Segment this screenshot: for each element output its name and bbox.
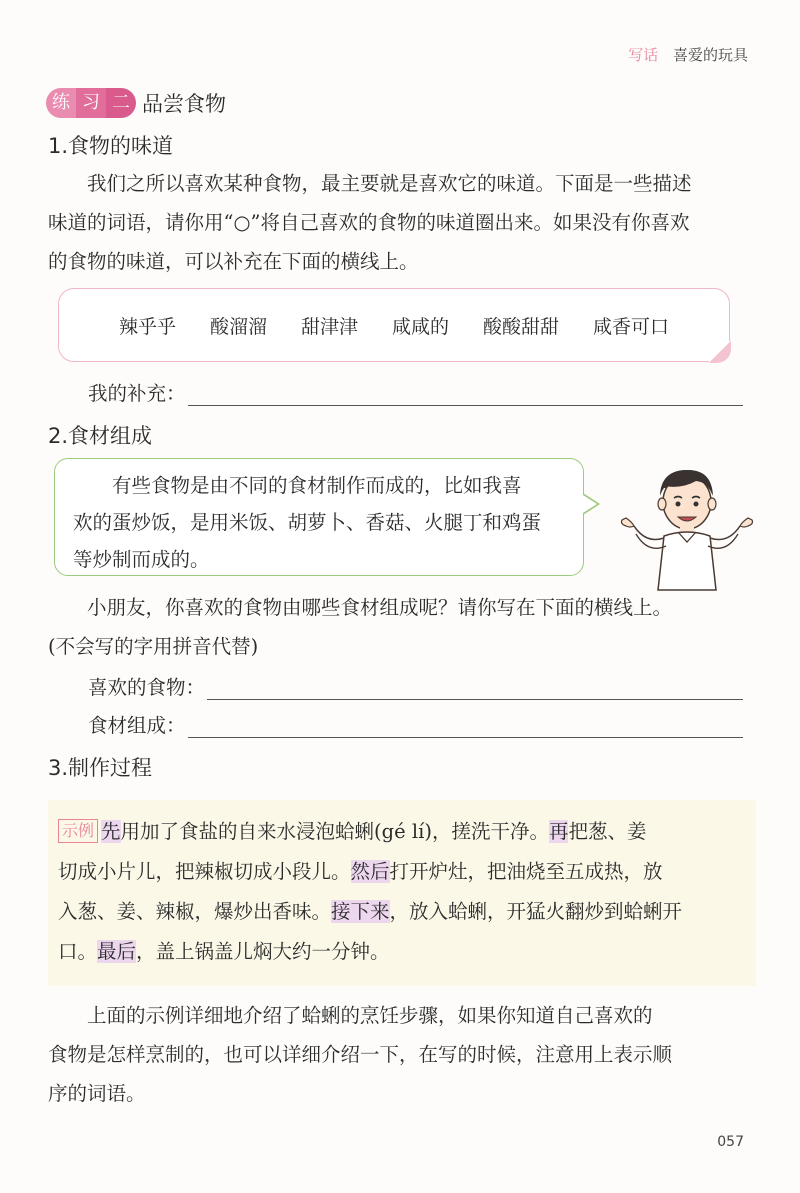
speech-bubble xyxy=(54,458,584,576)
taste-word[interactable]: 咸香可口 xyxy=(593,315,670,338)
speech-tail-inner xyxy=(583,495,597,513)
sequence-word: 再 xyxy=(548,820,569,843)
text-line: 我们之所以喜欢某种食物，最主要就是喜欢它的味道。下面是一些描述 xyxy=(87,172,692,195)
text-line: 的食物的味道，可以补充在下面的横线上。 xyxy=(48,250,419,273)
section-heading-taste: 1.食物的味道 xyxy=(48,134,174,158)
ingredients-question xyxy=(48,588,748,666)
text-line: (不会写的字用拼音代替) xyxy=(48,635,259,658)
boy-illustration xyxy=(612,462,762,592)
sequence-word: 最后 xyxy=(97,940,137,963)
example-text: ，盖上锅盖儿焖大约一分钟。 xyxy=(136,940,390,963)
exercise-tag-char: 习 xyxy=(76,88,106,118)
example-text: 口。 xyxy=(58,940,98,963)
unit-title: 喜爱的玩具 xyxy=(672,46,748,64)
example-line xyxy=(58,892,744,932)
exercise-tag-char: 练 xyxy=(46,88,76,118)
ingredients-row xyxy=(88,710,743,738)
summary-paragraph xyxy=(48,996,748,1113)
example-text: 入葱、姜、辣椒，爆炒出香味。 xyxy=(58,900,332,923)
exercise-tag xyxy=(46,88,136,118)
sequence-word: 接下来 xyxy=(331,900,390,923)
supplement-blank-line[interactable] xyxy=(188,383,743,406)
example-text: 把葱、姜 xyxy=(568,820,647,843)
speech-line: 欢的蛋炒饭，是用米饭、胡萝卜、香菇、火腿丁和鸡蛋 xyxy=(73,511,542,534)
ingredients-label: 食材组成： xyxy=(88,714,186,737)
text-line: 食物是怎样烹制的，也可以详细介绍一下，在写的时候，注意用上表示顺 xyxy=(48,1043,673,1066)
taste-instructions xyxy=(48,164,748,281)
favorite-food-blank-line[interactable] xyxy=(207,677,743,700)
taste-word[interactable]: 甜津津 xyxy=(300,315,358,338)
example-box xyxy=(48,800,756,986)
supplement-row xyxy=(88,378,743,406)
taste-word[interactable]: 酸酸甜甜 xyxy=(483,315,560,338)
section-label: 写话 xyxy=(628,46,659,64)
favorite-food-row xyxy=(88,672,743,700)
page-curl-decoration xyxy=(709,341,731,363)
text-line: 小朋友，你喜欢的食物由哪些食材组成呢？请你写在下面的横线上。 xyxy=(87,596,673,619)
example-line xyxy=(58,812,744,852)
favorite-food-label: 喜欢的食物： xyxy=(88,676,206,699)
example-text: 用加了食盐的自来水浸泡蛤蜊(gé lí)，搓洗干净。 xyxy=(120,820,549,843)
example-tag: 示例 xyxy=(58,819,98,843)
running-header xyxy=(628,44,748,65)
speech-line: 等炒制而成的。 xyxy=(73,548,210,571)
exercise-title: 品尝食物 xyxy=(142,92,226,116)
text-line: 上面的示例详细地介绍了蛤蜊的烹饪步骤，如果你知道自己喜欢的 xyxy=(87,1004,653,1027)
taste-word[interactable]: 咸咸的 xyxy=(392,315,450,338)
exercise-banner xyxy=(46,88,226,118)
text-line: 味道的词语，请你用“○”将自己喜欢的食物的味道圈出来。如果没有你喜欢 xyxy=(48,211,690,234)
supplement-label: 我的补充： xyxy=(88,382,186,405)
example-line xyxy=(58,932,744,972)
section-heading-process: 3.制作过程 xyxy=(48,756,153,780)
ingredients-blank-line[interactable] xyxy=(188,715,743,738)
page-number: 057 xyxy=(717,1134,744,1150)
example-text: ，放入蛤蜊，开猛火翻炒到蛤蜊开 xyxy=(389,900,683,923)
sequence-word: 然后 xyxy=(350,860,390,883)
text-line: 序的词语。 xyxy=(48,1082,146,1105)
example-line xyxy=(58,852,744,892)
taste-word[interactable]: 辣乎乎 xyxy=(118,315,176,338)
sequence-word: 先 xyxy=(101,820,121,843)
speech-line: 有些食物是由不同的食材制作而成的，比如我喜 xyxy=(112,474,522,497)
exercise-tag-char: 二 xyxy=(106,88,136,118)
taste-word[interactable]: 酸溜溜 xyxy=(209,315,267,338)
example-text: 切成小片儿，把辣椒切成小段儿。 xyxy=(58,860,351,883)
taste-words-box xyxy=(58,288,730,362)
section-heading-ingredients: 2.食材组成 xyxy=(48,424,153,448)
example-text: 打开炉灶，把油烧至五成热，放 xyxy=(389,860,663,883)
